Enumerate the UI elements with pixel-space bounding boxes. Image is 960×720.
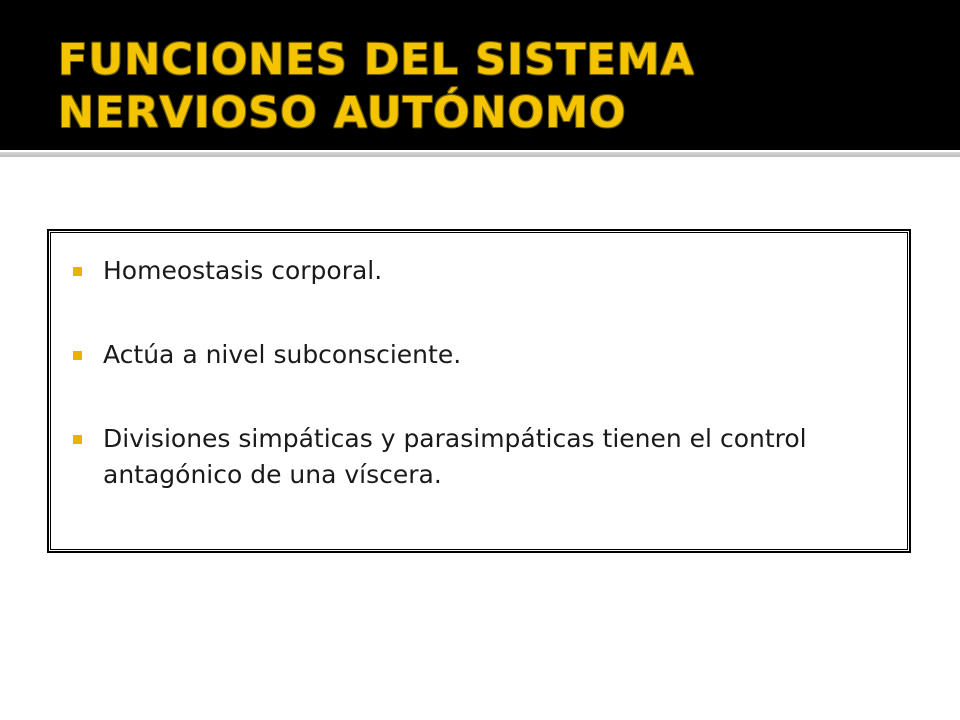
- bullet-item-divisiones: [69, 421, 889, 493]
- title-divider: [0, 152, 960, 157]
- square-bullet-icon: [73, 351, 82, 360]
- content-box: [48, 230, 910, 552]
- bullet-text: Homeostasis corporal.: [103, 256, 383, 285]
- square-bullet-icon: [73, 267, 82, 276]
- bullet-text: Actúa a nivel subconsciente.: [103, 340, 462, 369]
- bullet-text: Divisiones simpáticas y parasimpáticas tienen el control antagónico de una víscera.: [103, 424, 807, 489]
- title-bar: [0, 0, 960, 150]
- slide-title: FUNCIONES DEL SISTEMA NERVIOSO AUTÓNOMO: [58, 35, 695, 138]
- bullet-item-homeostasis: [69, 253, 889, 289]
- bullet-list: [69, 253, 889, 493]
- square-bullet-icon: [73, 435, 82, 444]
- bullet-item-subconsciente: [69, 337, 889, 373]
